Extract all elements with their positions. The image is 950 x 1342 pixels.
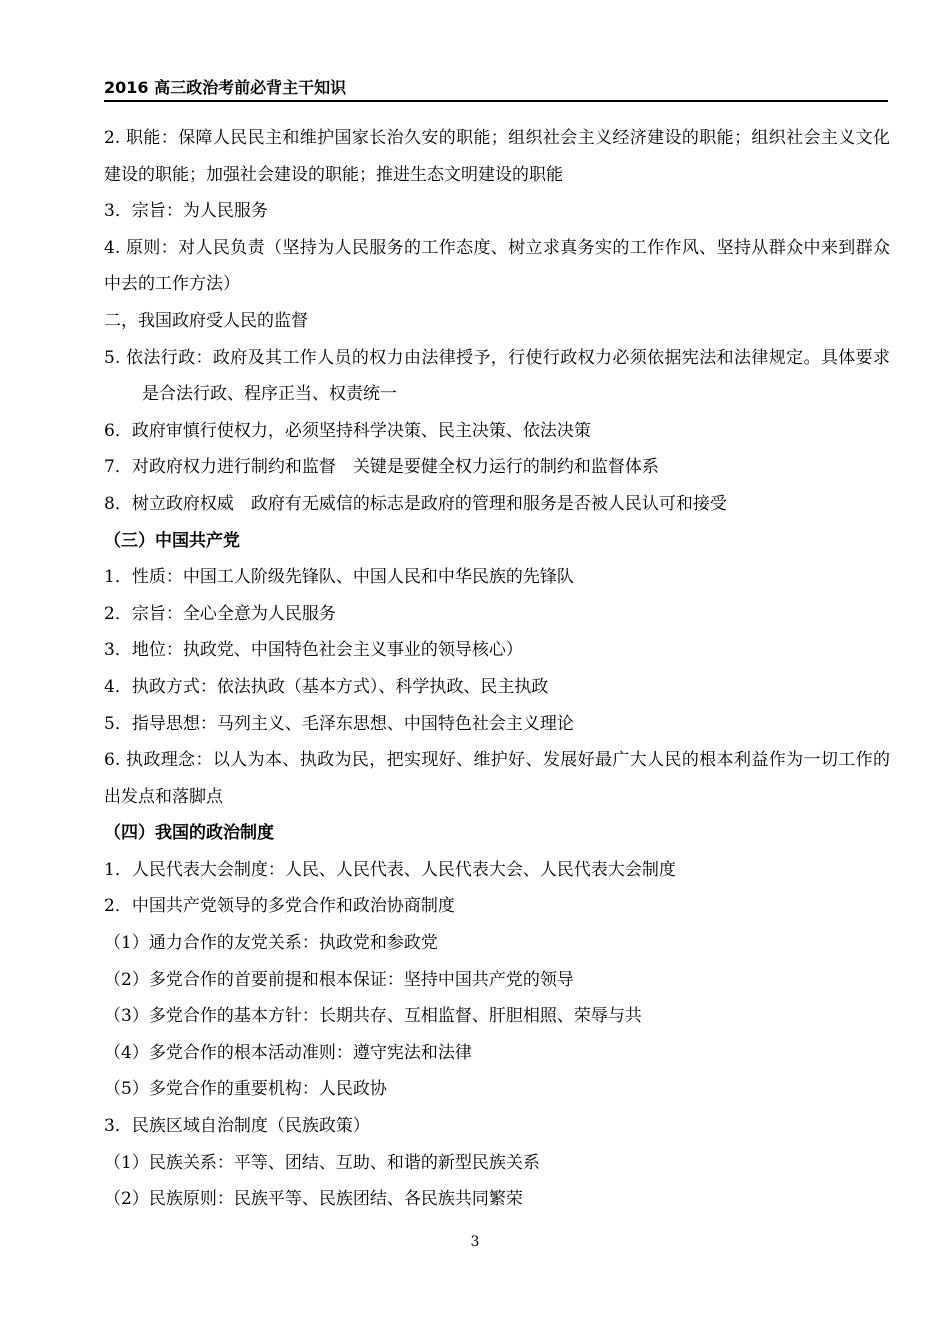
paragraph-nature: 1．性质：中国工人阶级先锋队、中国人民和中华民族的先锋队 [104,567,574,588]
paragraph-regional-autonomy: 3．民族区域自治制度（民族政策） [104,1116,370,1137]
paragraph-guiding-thought: 5．指导思想：马列主义、毛泽东思想、中国特色社会主义理论 [104,713,574,734]
paragraph-governing-concept: 6. 执政理念：以人为本、执政为民，把实现好、维护好、发展好最广大人民的根本利益作为一切工作的出发点和落脚点 [104,750,890,807]
paragraph-power-restriction: 7．对政府权力进行制约和监督 关键是要健全权力运行的制约和监督体系 [104,457,659,478]
paragraph-purpose: 3．宗旨：为人民服务 [104,201,268,222]
document-body [104,120,890,1218]
list-item: （1）民族关系：平等、团结、互助、和谐的新型民族关系 [104,1152,540,1173]
paragraph-status: 3．地位：执政党、中国特色社会主义事业的领导核心） [104,640,523,661]
paragraph-principle: 4. 原则：对人民负责（坚持为人民服务的工作态度、树立求真务实的工作作风、坚持从群众中来到群众中去的工作方法） [104,237,890,295]
paragraph-government-authority: 8．树立政府权威 政府有无威信的标志是政府的管理和服务是否被人民认可和接受 [104,493,727,514]
list-item: （2）多党合作的首要前提和根本保证：坚持中国共产党的领导 [104,969,574,990]
page-header [104,78,888,102]
list-item: （2）民族原则：民族平等、民族团结、各民族共同繁荣 [104,1189,523,1210]
paragraph-npc-system: 1．人民代表大会制度：人民、人民代表、人民代表大会、人民代表大会制度 [104,859,676,880]
list-item: （4）多党合作的根本活动准则：遵守宪法和法律 [104,1042,472,1063]
paragraph-cpc-purpose: 2．宗旨：全心全意为人民服务 [104,603,336,624]
header-title: 2016 高三政治考前必背主干知识 [104,78,347,97]
paragraph-prudent-power: 6．政府审慎行使权力，必须坚持科学决策、民主决策、依法决策 [104,420,591,441]
page-number: 3 [470,1234,480,1250]
section-heading-political-system: （四）我国的政治制度 [104,823,274,844]
section-heading-cpc: （三）中国共产党 [104,530,240,551]
paragraph-function: 2. 职能：保障人民民主和维护国家长治久安的职能；组织社会主义经济建设的职能；组织社会主义文化建设的职能；加强社会建设的职能；推进生态文明建设的职能 [104,128,890,185]
paragraph-multiparty-cooperation: 2．中国共产党领导的多党合作和政治协商制度 [104,896,455,917]
paragraph-law-administration: 5. 依法行政：政府及其工作人员的权力由法律授予，行使行政权力必须依据宪法和法律规定。具体要求是合法行政、程序正当、权责统一 [104,347,890,405]
list-item: （5）多党合作的重要机构：人民政协 [104,1079,387,1100]
section-heading-supervision: 二，我国政府受人民的监督 [104,310,308,331]
list-item: （1）通力合作的友党关系：执政党和参政党 [104,933,438,954]
paragraph-governing-mode: 4．执政方式：依法执政（基本方式）、科学执政、民主执政 [104,676,549,697]
list-item: （3）多党合作的基本方针：长期共存、互相监督、肝胆相照、荣辱与共 [104,1006,642,1027]
